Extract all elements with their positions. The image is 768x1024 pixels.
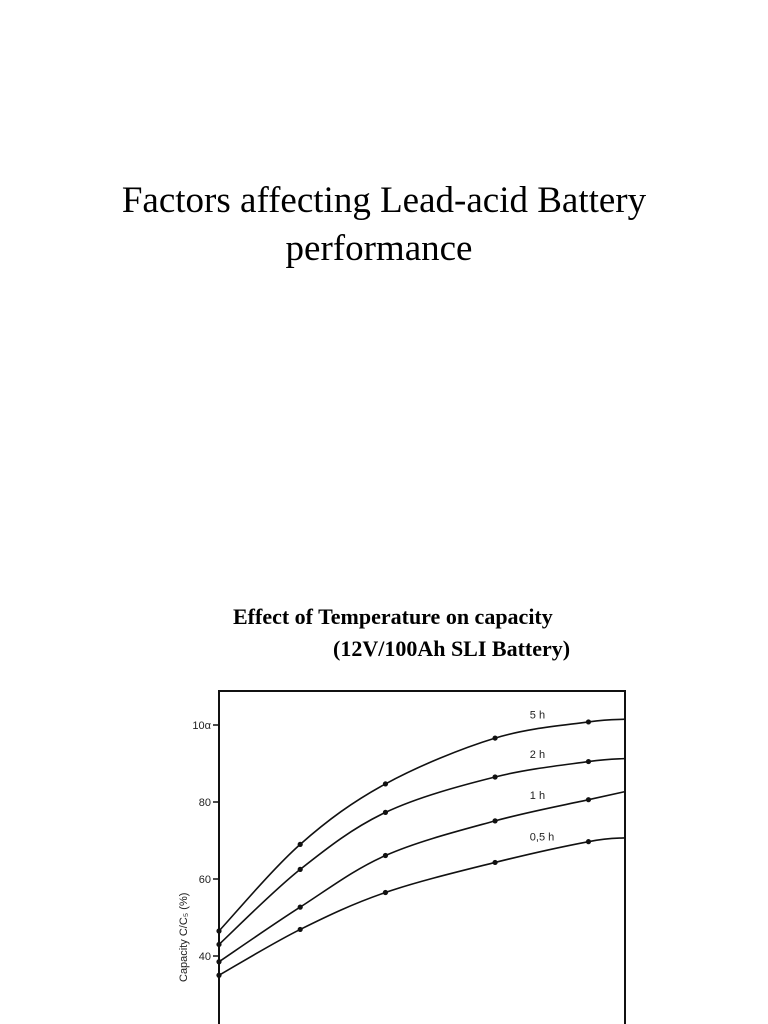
y-axis-label: Capacity C/C₅ (%)	[178, 892, 190, 982]
series-label-3: 0,5 h	[529, 831, 555, 844]
series-2-point-1	[298, 905, 303, 910]
series-line-1	[219, 758, 625, 944]
series-label-1: 2 h	[529, 748, 546, 761]
series-group	[216, 710, 625, 978]
plot-frame	[219, 691, 625, 1024]
series-2-point-2	[383, 853, 388, 858]
series-0-point-3	[492, 735, 497, 740]
series-0-point-1	[298, 842, 303, 847]
y-axis-ticks	[192, 720, 219, 963]
series-1-point-4	[586, 759, 591, 764]
series-line-0	[219, 719, 625, 931]
series-0-point-2	[383, 781, 388, 786]
series-0-point-0	[216, 928, 221, 933]
series-1-point-3	[492, 774, 497, 779]
y-tick-label-2: 60	[198, 874, 211, 886]
series-label-0: 5 h	[529, 709, 546, 722]
y-tick-label-0: 10α	[192, 720, 211, 732]
series-3-point-0	[216, 973, 221, 978]
series-3-point-1	[298, 927, 303, 932]
series-2-point-4	[586, 797, 591, 802]
series-label-2: 1 h	[529, 789, 546, 802]
series-line-3	[219, 838, 625, 975]
series-3-point-3	[492, 860, 497, 865]
slide-title-line-1: Factors affecting Lead-acid Battery	[121, 180, 647, 221]
y-tick-label-3: 40	[198, 951, 211, 963]
y-tick-label-1: 80	[198, 797, 211, 809]
series-3-point-4	[586, 839, 591, 844]
series-0-point-4	[586, 719, 591, 724]
series-1-point-1	[298, 867, 303, 872]
chart-heading-line-2: (12V/100Ah SLI Battery)	[333, 636, 571, 661]
series-3-point-2	[383, 890, 388, 895]
series-2-point-0	[216, 959, 221, 964]
series-2-point-3	[492, 818, 497, 823]
series-line-2	[219, 789, 625, 962]
chart-heading-line-1: Effect of Temperature on capacity	[233, 604, 553, 629]
series-1-point-0	[216, 942, 221, 947]
series-1-point-2	[383, 810, 388, 815]
slide-title-line-2: performance	[285, 228, 473, 269]
